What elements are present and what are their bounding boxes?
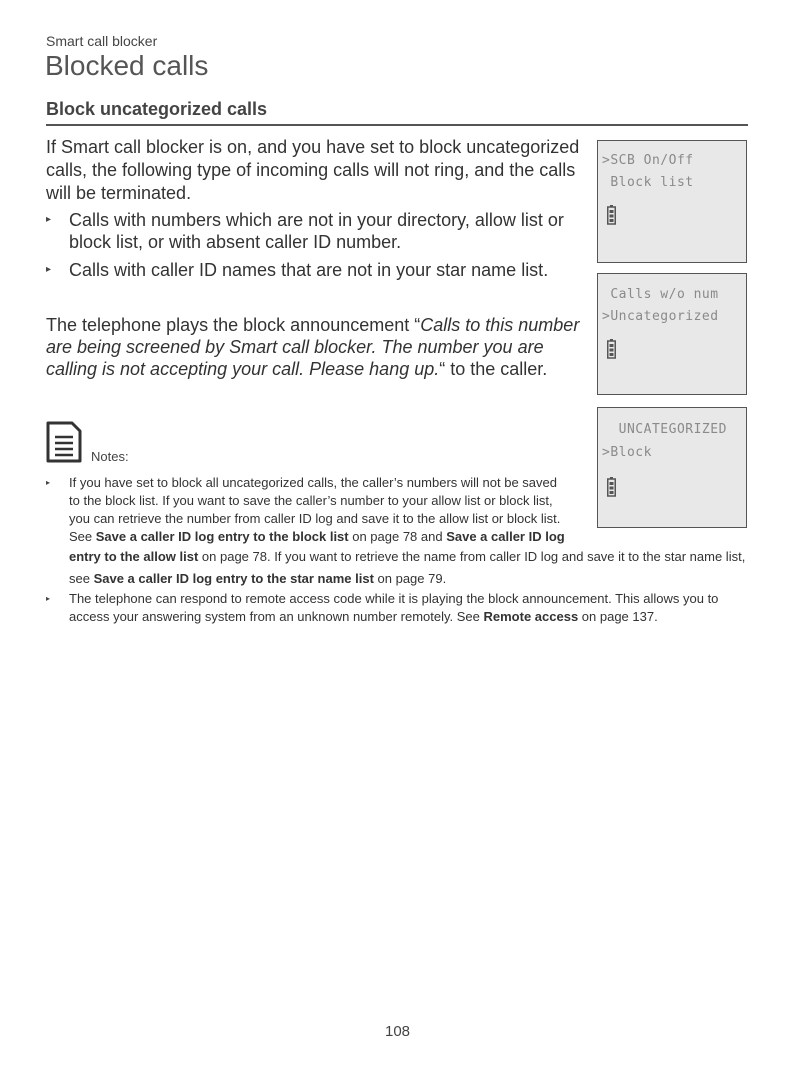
notes-list [46,590,746,626]
note-text: on page 137. [578,609,658,624]
announcement-paragraph [46,314,591,380]
bullet-list [46,259,586,281]
breadcrumb: Smart call blocker [46,33,158,49]
link-save-allow-list[interactable]: Save a caller ID log [446,529,565,544]
list-item [46,259,586,281]
announcement-suffix: “ to the caller. [439,359,548,379]
section-divider [46,124,748,126]
bullet-list [46,209,586,253]
note-text: The telephone can respond to remote access code while it is playing the block announcement. This allows you to access your answering system from an unknown number remotely. See [69,591,719,624]
note-text: on page 79. [373,571,447,586]
note-text: on page 78 and [348,529,447,544]
list-item-text: Calls with numbers which are not in your directory, allow list or block list, or with absent caller ID number. [69,210,564,252]
link-save-allow-list[interactable]: entry to the allow list [69,549,199,564]
announcement-quote: Calls to this number are being screened by Smart call blocker. The number you are calling is not accepting your call. Please hang up. [46,315,580,379]
battery-icon [607,205,616,225]
battery-icon [607,339,616,359]
intro-paragraph: If Smart call blocker is on, and you have set to block uncategorized calls, the following type of incoming calls will not ring, and the calls will be terminated. [46,137,580,203]
lcd-screen [597,273,747,395]
notes-list [46,474,746,546]
list-item-text: Calls with caller ID names that are not in your star name list. [69,260,549,280]
link-save-block-list[interactable]: Save a caller ID log entry to the block list [95,529,349,544]
link-remote-access[interactable]: Remote access [483,609,579,624]
note-item [46,590,746,626]
lcd-line-1: UNCATEGORIZED [602,422,727,437]
lcd-line-2: >Uncategorized [602,309,719,324]
lcd-line-2: >Block [602,445,652,460]
lcd-screen [597,140,747,263]
note-text: on page 78. If you want to retrieve the name from caller ID log and save it to the star name list, see [69,549,746,586]
bullet-icon: ▸ [46,478,51,487]
page-number: 108 [384,1023,411,1040]
list-item [46,209,586,253]
bullet-icon: ▸ [46,594,51,603]
lcd-line-1: Calls w/o num [602,287,719,302]
note-icon [46,421,82,463]
announcement-prefix: The telephone plays the block announcement “ [46,315,421,335]
notes-label: Notes: [91,449,129,464]
bullet-icon: ▸ [46,264,52,275]
note-text: If you have set to block all uncategorized calls, the caller’s numbers will not be saved to the block list. If you want to save the caller’s number to your allow list or block list, you can retrieve the number from caller ID log and save it to the allow list or block list. See [69,475,561,544]
lcd-line-2: Block list [602,175,694,190]
page-title: Blocked calls [45,50,209,81]
section-heading: Block uncategorized calls [46,99,268,119]
note-item [46,474,569,546]
link-save-star-name-list[interactable]: Save a caller ID log entry to the star name list [93,571,374,586]
note-continuation [69,546,749,590]
bullet-icon: ▸ [46,214,52,225]
lcd-line-1: >SCB On/Off [602,153,694,168]
